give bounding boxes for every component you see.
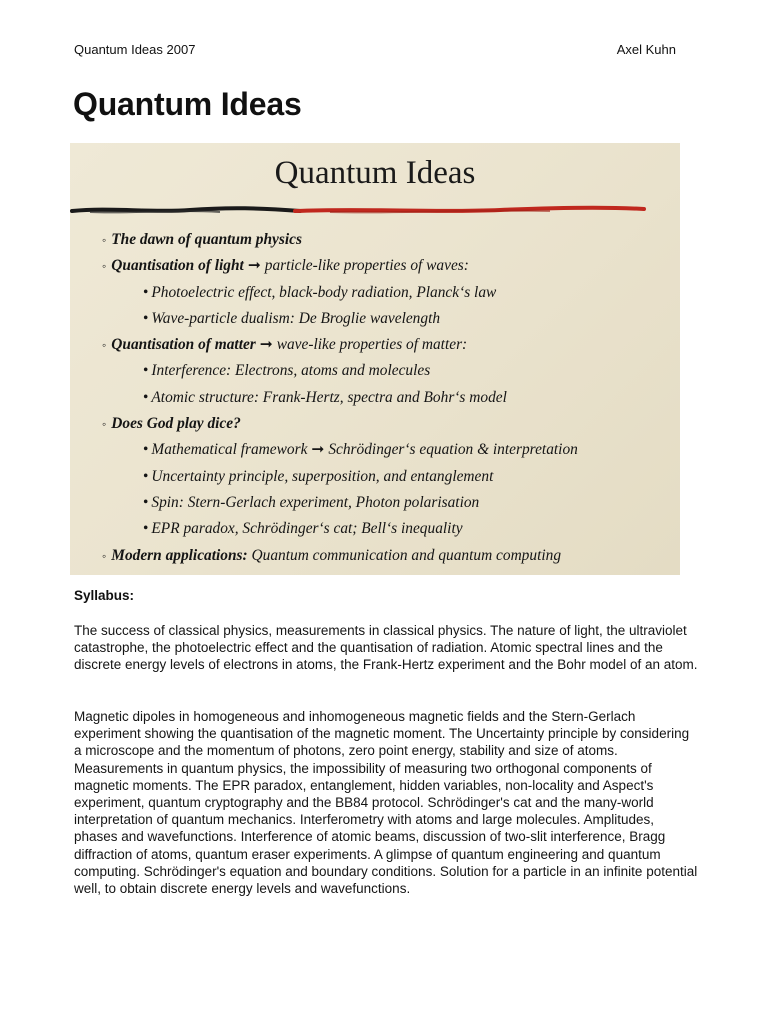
running-header-left: Quantum Ideas 2007 [74,42,196,57]
hollow-bullet-icon: ◦ [102,548,107,563]
slide-subtopic-text: Atomic structure: Frank-Hertz, spectra and Bohr‘s model [151,388,507,406]
hollow-bullet-icon: ◦ [102,417,107,432]
slide-sub-bullet-item [102,306,578,332]
slide-topic-description: particle-like properties of waves: [264,257,469,275]
right-arrow-icon: ➞ [311,441,325,459]
slide-subtopic-text: Wave-particle dualism: De Broglie wavelength [151,309,441,327]
slide-sub-bullet-item [102,385,578,411]
slide-topic-description: wave-like properties of matter: [276,336,468,354]
slide-topic-description: Quantum communication and quantum computing [251,546,562,564]
hollow-bullet-icon: ◦ [102,233,107,247]
slide-sub-bullet-item [102,358,578,384]
bullet-dot-icon: • [143,283,149,301]
slide-title: Quantum Ideas [274,155,476,191]
slide-bullet-item [102,332,578,358]
slide-subtopic-text: Spin: Stern-Gerlach experiment, Photon polarisation [151,493,480,511]
slide-bullet-item [102,227,578,253]
slide-subtopic-text: Interference: Electrons, atoms and molecules [151,362,431,380]
slide-subtopic-text: Uncertainty principle, superposition, and entanglement [151,467,494,485]
slide-bullet-item [102,253,578,279]
slide-bullet-item [102,411,578,437]
slide-bullet-list [102,227,578,569]
slide-topic-heading: The dawn of quantum physics [111,231,302,248]
bullet-dot-icon: • [143,520,149,538]
slide-subtopic-text: EPR paradox, Schrödinger‘s cat; Bell‘s inequality [151,520,463,538]
right-arrow-icon: ➞ [247,257,261,275]
slide-bullet-item [102,543,578,569]
slide-topic-heading: Does God play dice? [111,415,241,433]
slide-topic-heading: Quantisation of light [111,257,244,275]
slide-sub-bullet-item [102,516,578,542]
slide-image [70,143,680,575]
running-header-author: Axel Kuhn [616,42,676,57]
slide-subtopic-text: Mathematical framework [151,441,308,459]
bullet-dot-icon: • [143,441,149,459]
bullet-dot-icon: • [143,467,149,485]
bullet-dot-icon: • [143,309,149,327]
hollow-bullet-icon: ◦ [102,338,107,353]
slide-topic-heading: Quantisation of matter [111,336,256,354]
bullet-dot-icon: • [143,388,149,406]
slide-sub-bullet-item [102,280,578,306]
bullet-dot-icon: • [143,493,149,511]
slide-sub-bullet-item [102,464,578,490]
slide-sub-bullet-item [102,490,578,516]
bullet-dot-icon: • [143,362,149,380]
slide-topic-heading: Modern applications: [111,546,248,564]
slide-subtopic-text: Photoelectric effect, black-body radiation, Planck‘s law [151,283,497,301]
right-arrow-icon: ➞ [259,336,273,354]
hollow-bullet-icon: ◦ [102,259,107,274]
syllabus-paragraph: The success of classical physics, measurements in classical physics. The nature of light, the ultraviolet catastrophe, the photoelectric effect and the quantisation of radiation. Atomic spectral lines and the discrete energy levels of electrons in atoms, the Frank-Hertz experiment and the Bohr model of an atom. [74,623,698,673]
syllabus-paragraph: Magnetic dipoles in homogeneous and inhomogeneous magnetic fields and the Stern-Gerlach experiment showing the quantisation of the magnetic moment. The Uncertainty principle by considering a microscope and the momentum of photons, zero point energy, stability and size of atoms. Measurements in quantum physics, the impossibility of measuring two orthogonal components of magnetic moments. The EPR paradox, entanglement, hidden variables, non-locality and Aspect's experiment, quantum cryptography and the BB84 protocol. Schrödinger's cat and the many-world interpretation of quantum mechanics. Interferometry with atoms and large molecules. Amplitudes, phases and wavefunctions. Interference of atomic beams, discussion of two-slit interference, Bragg diffraction of atoms, quantum eraser experiments. A glimpse of quantum engineering and quantum computing. Schrödinger's equation and boundary conditions. Solution for a particle in an infinite potential well, to obtain discrete energy levels and wavefunctions. [74,709,698,897]
slide-sub-bullet-item [102,437,578,463]
page-title: Quantum Ideas [73,86,302,122]
slide-divider-rule [70,201,680,221]
slide-topic-description: Schrödinger‘s equation & interpretation [328,441,578,459]
syllabus-label: Syllabus: [74,588,135,603]
